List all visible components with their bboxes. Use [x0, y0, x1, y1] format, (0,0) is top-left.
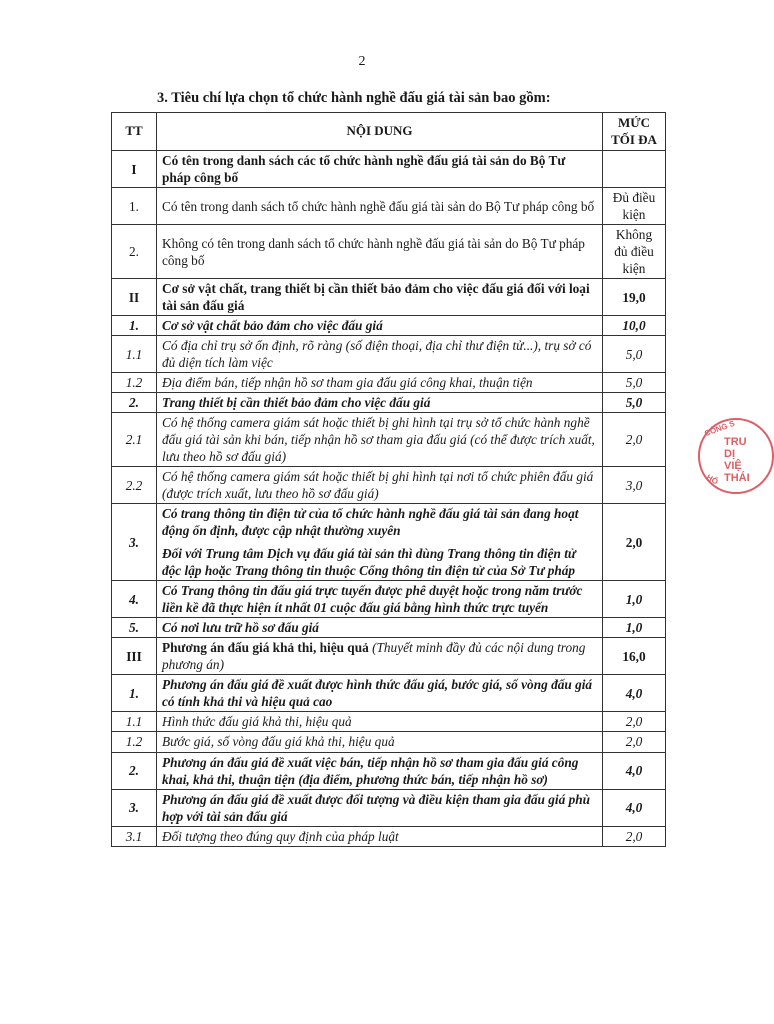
stamp-ring-text-top: CÔNG S [703, 418, 736, 439]
row-max: 4,0 [603, 752, 666, 789]
row-max: 5,0 [603, 373, 666, 393]
row-content: Có Trang thông tin đấu giá trực tuyến được phê duyệt hoặc trong năm trước liền kề đã thực hiện ít nhất 01 cuộc đấu giá bằng hình thức trực tuyến [157, 581, 603, 618]
row-max: 10,0 [603, 316, 666, 336]
row-max: 1,0 [603, 618, 666, 638]
table-row [112, 336, 666, 373]
row-tt: 2. [112, 393, 157, 413]
header-max-line1: MỨC [617, 114, 650, 130]
criteria-table [111, 112, 666, 847]
row-content: Có nơi lưu trữ hồ sơ đấu giá [157, 618, 603, 638]
row-tt: 3. [112, 789, 157, 826]
stamp-line-2: DỊ [724, 448, 735, 460]
row-max: 1,0 [603, 581, 666, 618]
table-row [112, 279, 666, 316]
row-max [603, 151, 666, 188]
row-max: 2,0 [603, 712, 666, 732]
table-header-row [112, 113, 666, 151]
row-content: Bước giá, số vòng đấu giá khả thi, hiệu quả [157, 732, 603, 752]
table-row [112, 752, 666, 789]
stamp-ring-text-bottom: HỘ [704, 472, 720, 487]
table-row [112, 504, 666, 581]
row-content: Trang thiết bị cần thiết bảo đảm cho việc đấu giá [157, 393, 603, 413]
row-max: 3,0 [603, 467, 666, 504]
stamp-line-3: VIỆ [724, 460, 742, 472]
row-content-part-b: Đối với Trung tâm Dịch vụ đấu giá tài sản thì dùng Trang thông tin điện tử độc lập hoặc Trang thông tin thuộc Cổng thông tin điện tử của Sở Tư pháp [162, 546, 576, 579]
row-max: 5,0 [603, 393, 666, 413]
table-row [112, 732, 666, 752]
row-content: Địa điểm bán, tiếp nhận hồ sơ tham gia đấu giá công khai, thuận tiện [157, 373, 603, 393]
row-tt: 5. [112, 618, 157, 638]
row-tt: III [112, 638, 157, 675]
stamp-line-1: TRU [724, 436, 747, 448]
table-row [112, 789, 666, 826]
header-tt: TT [112, 113, 157, 151]
row-tt: 2.1 [112, 413, 157, 467]
row-content-part-a: Có trang thông tin điện tử của tổ chức hành nghề đấu giá tài sản đang hoạt động ổn định, được cập nhật thường xuyên [162, 506, 579, 539]
row-tt: 2. [112, 225, 157, 279]
row-content: Có tên trong danh sách các tổ chức hành nghề đấu giá tài sản do Bộ Tư pháp công bố [157, 151, 603, 188]
table-row [112, 316, 666, 336]
row-max: 2,0 [603, 732, 666, 752]
table-row [112, 151, 666, 188]
row-content: Phương án đấu giá đề xuất việc bán, tiếp nhận hồ sơ tham gia đấu giá công khai, khả thi, thuận tiện (địa điểm, phương thức bán, tiếp nhận hồ sơ) [157, 752, 603, 789]
row-content-bold: Phương án đấu giá khả thi, hiệu quả [162, 640, 369, 656]
table-row [112, 581, 666, 618]
row-content: Cơ sở vật chất, trang thiết bị cần thiết bảo đảm cho việc đấu giá đối với loại tài sản đấu giá [157, 279, 603, 316]
row-max: 4,0 [603, 675, 666, 712]
row-max: 19,0 [603, 279, 666, 316]
row-max: Đủ điều kiện [603, 188, 666, 225]
row-tt: 2.2 [112, 467, 157, 504]
row-tt: 3.1 [112, 826, 157, 846]
row-tt: 1.1 [112, 712, 157, 732]
row-content-note: (Thuyết minh đầy đủ các nội dung trong phương án) [162, 640, 586, 673]
table-row [112, 675, 666, 712]
row-tt: 4. [112, 581, 157, 618]
table-row [112, 826, 666, 846]
row-tt: 3. [112, 504, 157, 581]
table-row [112, 413, 666, 467]
row-tt: 1.1 [112, 336, 157, 373]
row-tt: 2. [112, 752, 157, 789]
row-content: Phương án đấu giá đề xuất được đối tượng và điều kiện tham gia đấu giá phù hợp với tài sản đấu giá [157, 789, 603, 826]
red-seal-stamp [698, 418, 774, 494]
row-max: Không đủ điều kiện [603, 225, 666, 279]
row-content: Không có tên trong danh sách tổ chức hành nghề đấu giá tài sản do Bộ Tư pháp công bố [157, 225, 603, 279]
table-row [112, 373, 666, 393]
header-max-line2: TỐI ĐA [611, 131, 657, 147]
page-number: 2 [358, 54, 366, 69]
row-max: 2,0 [603, 826, 666, 846]
table-row [112, 638, 666, 675]
row-tt: 1. [112, 316, 157, 336]
row-tt: 1.2 [112, 732, 157, 752]
row-content [157, 638, 603, 675]
table-row [112, 188, 666, 225]
row-max: 5,0 [603, 336, 666, 373]
row-content: Có hệ thống camera giám sát hoặc thiết bị ghi hình tại nơi tổ chức phiên đấu giá (được trích xuất, lưu theo hồ sơ đấu giá) [157, 467, 603, 504]
row-max: 16,0 [603, 638, 666, 675]
row-tt: 1. [112, 188, 157, 225]
table-row [112, 712, 666, 732]
row-max: 2,0 [603, 413, 666, 467]
row-content: Cơ sở vật chất bảo đảm cho việc đấu giá [157, 316, 603, 336]
header-content: NỘI DUNG [157, 113, 603, 151]
row-content: Có tên trong danh sách tổ chức hành nghề đấu giá tài sản do Bộ Tư pháp công bố [157, 188, 603, 225]
stamp-line-4: THÁI [724, 472, 750, 484]
table-row [112, 393, 666, 413]
row-tt: I [112, 151, 157, 188]
row-content: Có hệ thống camera giám sát hoặc thiết bị ghi hình tại trụ sở tổ chức hành nghề đấu giá tài sản khi bán, tiếp nhận hồ sơ tham gia đấu giá (có thể được trích xuất, lưu theo hồ sơ đấu giá) [157, 413, 603, 467]
table-row [112, 467, 666, 504]
row-content: Đối tượng theo đúng quy định của pháp luật [157, 826, 603, 846]
row-max: 2,0 [603, 504, 666, 581]
row-content: Có địa chỉ trụ sở ổn định, rõ ràng (số điện thoại, địa chỉ thư điện tử...), trụ sở có đủ diện tích làm việc [157, 336, 603, 373]
row-content [157, 504, 603, 581]
row-tt: 1. [112, 675, 157, 712]
row-content: Hình thức đấu giá khả thi, hiệu quả [157, 712, 603, 732]
row-tt: II [112, 279, 157, 316]
table-row [112, 618, 666, 638]
header-max [603, 113, 666, 151]
row-max: 4,0 [603, 789, 666, 826]
section-heading: 3. Tiêu chí lựa chọn tổ chức hành nghề đấu giá tài sản bao gồm: [157, 90, 551, 106]
row-tt: 1.2 [112, 373, 157, 393]
row-content: Phương án đấu giá đề xuất được hình thức đấu giá, bước giá, số vòng đấu giá có tính khả thi và hiệu quả cao [157, 675, 603, 712]
table-row [112, 225, 666, 279]
stamp-core [724, 436, 750, 484]
